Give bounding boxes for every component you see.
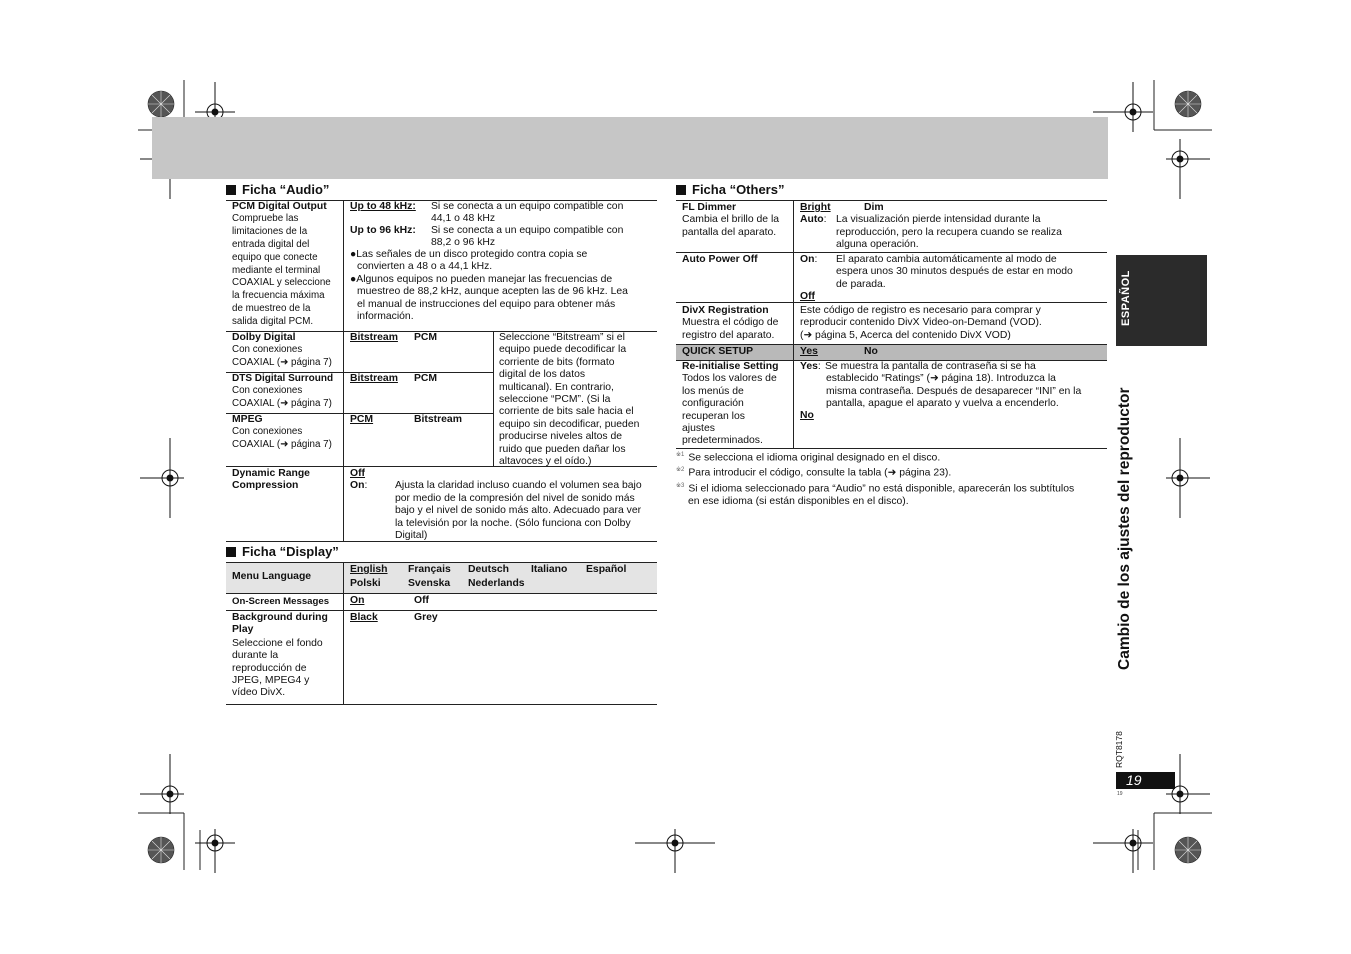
dts-name: DTS Digital Surround — [232, 373, 334, 384]
footnote-3-cont: en ese idioma (si están disponibles en el disco). — [688, 496, 909, 508]
quick-setup-options — [800, 346, 878, 358]
desc-line: durante la — [232, 650, 279, 662]
footnotes — [676, 449, 1106, 508]
mpeg-setting — [232, 414, 340, 452]
option-desc: Si se conecta a un equipo compatible con — [431, 225, 624, 236]
note-line: equipo puede decodificar la — [499, 344, 627, 356]
option-desc: Ajusta la claridad incluso cuando el volumen sea bajo — [395, 480, 642, 492]
note-line: producirse niveles altos de — [499, 431, 623, 443]
option-desc: por medio de la compresión del nivel de sonido más — [395, 492, 635, 504]
option-dim: Dim — [864, 202, 884, 213]
note-line: seleccione “PCM”. (Si la — [499, 394, 611, 406]
option-desc: Digital) — [395, 530, 428, 542]
option-desc: 88,2 o 96 kHz — [431, 237, 496, 249]
option-no: No — [800, 410, 814, 421]
drc-setting — [232, 468, 340, 493]
note-line: el manual de instrucciones del equipo para obtener más — [357, 298, 616, 310]
reinit-options: Yes: Se muestra la pantalla de contraseña si se ha establecido “Ratings” (➜ página 18). Introduzca la misma contraseña. Después de desaparecer “INI” en la pantalla, apague el aparato y vuelva a encenderlo. No — [800, 361, 1105, 422]
text-line: (➜ página 5, Acerca del contenido DivX VOD) — [800, 329, 1011, 341]
lang-polish: Polski — [350, 578, 381, 589]
drc-name: Dynamic Range — [232, 468, 310, 479]
desc-line: limitaciones de la — [232, 226, 308, 238]
desc-line: ajustes — [682, 423, 715, 435]
bitstream-note — [499, 332, 657, 468]
option-desc: 44,1 o 48 kHz — [431, 213, 496, 225]
pcm-setting — [232, 201, 340, 329]
note-line: multicanal). En contrario, — [499, 381, 614, 393]
option-no: No — [864, 346, 878, 357]
desc-line: reproducción de — [232, 662, 307, 674]
option-yes: Yes — [800, 346, 818, 357]
option-auto: Auto — [800, 214, 824, 226]
desc-line: COAXIAL y seleccione — [232, 277, 331, 289]
option-desc: Se muestra la pantalla de contraseña si se ha — [825, 361, 1036, 372]
divx-text — [800, 305, 1105, 342]
desc-line: COAXIAL (➜ página 7) — [232, 398, 332, 410]
desc-line: COAXIAL (➜ página 7) — [232, 439, 332, 451]
background-setting — [232, 612, 340, 700]
square-bullet-icon — [226, 185, 236, 195]
lang-english: English — [350, 564, 388, 575]
option-on: On — [350, 480, 365, 492]
note-line: ruido que pueden dañar los — [499, 443, 626, 455]
desc-line: Con conexiones — [232, 344, 303, 356]
lang-italian: Italiano — [531, 564, 568, 575]
bg-name: Play — [232, 624, 254, 636]
quick-setup-name: QUICK SETUP — [682, 346, 754, 357]
desc-line: mediante el terminal — [232, 264, 321, 276]
option-black: Black — [350, 612, 378, 623]
option-pcm: PCM — [414, 332, 438, 343]
divider — [493, 331, 494, 466]
note-line: muestreo de 88,2 kHz, aunque acepten las de 96 kHz. Lea — [357, 286, 628, 298]
note-line: altavoces y el oído.) — [499, 456, 592, 468]
reinit-name: Re-initialise Setting — [682, 361, 779, 372]
option-bitstream: Bitstream — [350, 373, 398, 384]
divider — [226, 704, 657, 705]
audio-section-title: Ficha “Audio” — [226, 182, 329, 197]
option-desc: bajo y el nivel de sonido más alto. Adecuado para ver — [395, 505, 642, 517]
desc-line: Muestra el código de — [682, 317, 779, 329]
note-line: convierten a 48 o a 44,1 kHz. — [357, 261, 493, 273]
square-bullet-icon — [226, 547, 236, 557]
option-off: Off — [414, 595, 430, 606]
option-48khz: Up to 48 kHz: — [350, 201, 416, 212]
option-desc: misma contraseña. Después de desaparecer “INI” en la — [826, 385, 1082, 397]
lang-french: Français — [408, 564, 451, 575]
footnote-3: $^{※3}$ Si el idioma seleccionado para “Audio” no está disponible, aparecerán los subtítulos — [676, 482, 1075, 495]
note-line: corriente de bits (formato — [499, 356, 615, 368]
option-desc: de parada. — [836, 278, 886, 290]
pcm-options — [350, 201, 655, 323]
footnote-1: $^{※1}$ Se selecciona el idioma original designado en el disco. — [676, 452, 941, 464]
option-desc: La visualización pierde intensidad durante la — [836, 214, 1041, 226]
lang-dutch: Nederlands — [468, 578, 525, 589]
menu-language-name: Menu Language — [232, 571, 312, 582]
divider — [226, 562, 657, 563]
dts-setting — [232, 373, 342, 411]
desc-line: de muestreo de la — [232, 302, 311, 314]
tiny-page-number: 19 — [1117, 791, 1123, 797]
menu-language-options — [350, 564, 655, 592]
desc-line: Cambia el brillo de la — [682, 214, 780, 226]
option-desc: establecido “Ratings” (➜ página 18). Introduzca la — [826, 373, 1056, 385]
divx-name: DivX Registration — [682, 305, 769, 316]
dolby-setting — [232, 332, 340, 370]
chapter-title: Cambio de los ajustes del reproductor — [1116, 387, 1133, 670]
dolby-name: Dolby Digital — [232, 332, 296, 343]
drc-options: Off On: Ajusta la claridad incluso cuando el volumen sea bajo por medio de la compresión del nivel de sonido más bajo y el nivel de sonido más alto. Adecuado para ver la televisión por la noche. (Sólo funciona con Dolby Digital) — [350, 468, 655, 493]
display-section-title: Ficha “Display” — [226, 544, 339, 559]
footnote-2: $^{※2}$ Para introducir el código, consulte la tabla (➜ página 23). — [676, 467, 952, 479]
desc-line: equipo que conecte — [232, 251, 318, 263]
divider — [343, 200, 344, 541]
mpeg-options — [350, 414, 462, 426]
note-line: información. — [357, 311, 414, 323]
pcm-name: PCM Digital Output — [232, 201, 327, 212]
option-off: Off — [800, 291, 816, 302]
desc-line: Compruebe las — [232, 213, 299, 225]
desc-line: la frecuencia máxima — [232, 290, 325, 302]
option-pcm: PCM — [414, 373, 438, 384]
reinit-setting — [682, 361, 792, 448]
square-bullet-icon — [676, 185, 686, 195]
text-line: Este código de registro es necesario para comprar y — [800, 305, 1041, 316]
option-bitstream: Bitstream — [350, 332, 398, 343]
others-section-title: Ficha “Others” — [676, 182, 784, 197]
divx-setting — [682, 305, 792, 342]
desc-line: Con conexiones — [232, 426, 303, 438]
note-line: Seleccione “Bitstream” si el — [499, 332, 625, 343]
background-options — [350, 612, 438, 624]
note-line: ●Algunos equipos no pueden manejar las frecuencias de — [350, 273, 613, 285]
desc-line: predeterminados. — [682, 435, 763, 447]
divider — [676, 200, 1107, 201]
lang-swedish: Svenska — [408, 578, 451, 589]
option-desc: El aparato cambia automáticamente al modo de — [836, 254, 1057, 265]
desc-line: vídeo DivX. — [232, 687, 286, 699]
option-bitstream: Bitstream — [414, 414, 462, 425]
fl-dimmer-options: Bright Dim Auto: La visualización pierde intensidad durante la reproducción, pero la recupera cuando se realiza alguna operación. — [800, 202, 1105, 227]
fl-name: FL Dimmer — [682, 202, 737, 213]
desc-line: Todos los valores de — [682, 373, 777, 385]
option-96khz: Up to 96 kHz: — [350, 225, 416, 236]
desc-line: COAXIAL (➜ página 7) — [232, 357, 332, 369]
divider — [343, 562, 344, 704]
option-on: On — [800, 254, 815, 265]
desc-line: Seleccione el fondo — [232, 637, 323, 649]
option-desc: reproducción, pero la recupera cuando se realiza — [836, 226, 1062, 238]
drc-name: Compression — [232, 480, 299, 492]
desc-line: los menús de — [682, 385, 744, 397]
note-line: corriente de bits sale hacia el — [499, 406, 634, 418]
desc-line: pantalla del aparato. — [682, 226, 777, 238]
apo-options: On: El aparato cambia automáticamente al modo de espera unos 30 minutos después de estar en modo de parada. Off — [800, 254, 1105, 303]
option-yes: Yes — [800, 361, 818, 372]
note-line: ●Las señales de un disco protegido contra copia se — [350, 249, 588, 260]
note-line: digital de los datos — [499, 369, 586, 381]
dts-options — [350, 373, 438, 385]
bg-name: Background during — [232, 612, 328, 623]
option-desc: pantalla, apague el aparato y vuelva a encenderlo. — [826, 398, 1059, 410]
desc-line: recuperan los — [682, 410, 745, 422]
option-bright: Bright — [800, 202, 831, 213]
model-number: RQT8178 — [1114, 731, 1124, 768]
option-grey: Grey — [414, 612, 438, 623]
option-desc: Si se conecta a un equipo compatible con — [431, 201, 624, 212]
option-desc: alguna operación. — [836, 239, 919, 251]
option-on: On — [350, 595, 365, 606]
mpeg-name: MPEG — [232, 414, 263, 425]
fl-dimmer-setting — [682, 202, 792, 239]
osm-options — [350, 595, 430, 607]
header-band — [152, 117, 1108, 179]
desc-line: Con conexiones — [232, 385, 303, 397]
divider — [676, 344, 1107, 345]
option-desc: espera unos 30 minutos después de estar en modo — [836, 266, 1073, 278]
page-number: 19 — [1116, 772, 1175, 789]
desc-line: entrada digital del — [232, 239, 310, 250]
desc-line: configuración — [682, 398, 744, 410]
option-pcm: PCM — [350, 414, 374, 425]
divider — [676, 252, 1107, 253]
divider — [226, 593, 657, 594]
osm-name: On-Screen Messages — [232, 596, 330, 607]
dolby-options — [350, 332, 438, 344]
divider — [793, 200, 794, 448]
lang-spanish: Español — [586, 564, 627, 575]
divider — [226, 610, 657, 611]
option-desc: la televisión por la noche. (Sólo funciona con Dolby — [395, 517, 631, 529]
language-tab-label: ESPAÑOL — [1120, 270, 1132, 326]
lang-german: Deutsch — [468, 564, 509, 575]
desc-line: JPEG, MPEG4 y — [232, 675, 310, 687]
apo-name: Auto Power Off — [682, 254, 758, 265]
note-line: equipo sin decodificar, pueden — [499, 418, 640, 430]
desc-line: registro del aparato. — [682, 329, 775, 341]
option-off: Off — [350, 468, 366, 479]
text-line: reproducir contenido DivX Video-on-Demand (VOD). — [800, 317, 1042, 329]
desc-line: salida digital PCM. — [232, 315, 314, 327]
